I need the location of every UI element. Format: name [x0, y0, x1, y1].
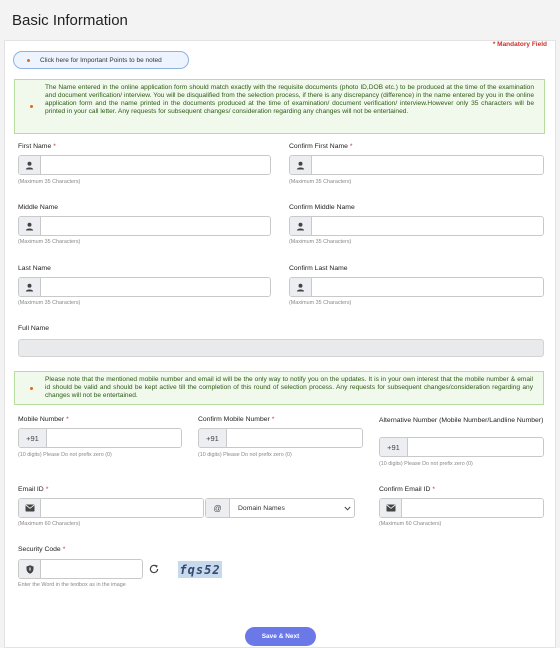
page-title: Basic Information — [12, 12, 128, 29]
first-name-hint: (Maximum 35 Characters) — [18, 179, 81, 185]
last-name-label: Last Name — [18, 265, 51, 272]
confirm-email-label: Confirm Email ID * — [379, 486, 436, 493]
last-name-hint: (Maximum 35 Characters) — [18, 300, 81, 306]
confirm-last-name-hint: (Maximum 35 Characters) — [289, 300, 352, 306]
security-code-input[interactable] — [41, 560, 142, 578]
confirm-middle-name-field[interactable] — [289, 216, 544, 236]
confirm-first-name-hint: (Maximum 35 Characters) — [289, 179, 352, 185]
last-name-field[interactable] — [18, 277, 271, 297]
middle-name-label: Middle Name — [18, 204, 59, 211]
security-code-label: Security Code * — [18, 546, 66, 553]
user-icon — [290, 156, 312, 174]
confirm-mobile-input[interactable] — [227, 429, 362, 447]
user-icon — [19, 156, 41, 174]
mobile-hint: (10 digits) Please Do not prefix zero (0) — [18, 452, 112, 458]
country-code-prefix: +91 — [199, 429, 227, 447]
bullet-icon — [30, 105, 33, 108]
security-code-hint: Enter the Word in the textbox as in the image — [18, 582, 126, 588]
mobile-field[interactable] — [18, 428, 182, 448]
confirm-last-name-input[interactable] — [312, 278, 543, 296]
user-icon — [19, 217, 41, 235]
last-name-input[interactable] — [41, 278, 270, 296]
first-name-field[interactable] — [18, 155, 271, 175]
email-hint: (Maximum 60 Characters) — [18, 521, 81, 527]
email-domain-value: Domain Names — [238, 504, 285, 512]
country-code-prefix: +91 — [19, 429, 47, 447]
alt-number-field[interactable] — [379, 437, 544, 457]
user-icon — [19, 278, 41, 296]
bullet-icon — [30, 387, 33, 390]
security-code-field[interactable] — [18, 559, 143, 579]
name-notice-text: The Name entered in the online application form should match exactly with the requisite documents (photo ID,DOB etc.) to be produced at the time of the examination and document verification/ interview. You will be disqualified from the selection process, if there is any discrepancy (difference) in the name entered by you in the online application form and the name printed in the documents produced at the time of examination/ document verification/ interview.However only 35 characters will be printed in your call letter. Any requests for subsequent changes/ consideration regarding any changes will not be entertained. — [45, 84, 534, 115]
name-notice — [14, 79, 545, 134]
first-name-input[interactable] — [41, 156, 270, 174]
email-field[interactable] — [18, 498, 204, 518]
contact-notice-text: Please note that the mentioned mobile number and email id will be the only way to notify you on the updates. It is in your own interest that the mobile number & email id should be valid and should be kept active till the completion of this round of selection process. Any requests for subsequent changes/consideration regarding any changes will not be entertained. — [45, 376, 533, 399]
full-name-label: Full Name — [18, 325, 49, 332]
at-sign: @ — [206, 499, 230, 517]
middle-name-input[interactable] — [41, 217, 270, 235]
user-icon — [290, 278, 312, 296]
refresh-icon[interactable] — [148, 563, 160, 575]
confirm-mobile-label: Confirm Mobile Number * — [198, 416, 275, 423]
first-name-label: First Name * — [18, 143, 56, 150]
shield-icon — [19, 560, 41, 578]
envelope-icon — [380, 499, 402, 517]
confirm-email-hint: (Maximum 60 Characters) — [379, 521, 442, 527]
envelope-icon — [19, 499, 41, 517]
email-label: Email ID * — [18, 486, 49, 493]
save-next-button[interactable]: Save & Next — [245, 627, 316, 646]
confirm-first-name-label: Confirm First Name * — [289, 143, 353, 150]
important-points-button[interactable] — [13, 51, 189, 69]
confirm-middle-name-input[interactable] — [312, 217, 543, 235]
middle-name-hint: (Maximum 35 Characters) — [18, 239, 81, 245]
chevron-down-icon — [340, 499, 354, 517]
mobile-input[interactable] — [47, 429, 181, 447]
important-points-label: Click here for Important Points to be noted — [40, 56, 162, 64]
mandatory-note: * Mandatory Field — [492, 41, 547, 48]
email-domain-select[interactable] — [205, 498, 355, 518]
email-input[interactable] — [41, 499, 203, 517]
confirm-email-field[interactable] — [379, 498, 544, 518]
captcha-image: fqs52 — [179, 562, 221, 577]
country-code-prefix: +91 — [380, 438, 408, 456]
alt-number-input[interactable] — [408, 438, 543, 456]
confirm-mobile-field[interactable] — [198, 428, 363, 448]
confirm-last-name-field[interactable] — [289, 277, 544, 297]
confirm-last-name-label: Confirm Last Name — [289, 265, 348, 272]
alt-number-label: Alternative Number (Mobile Number/Landline Number) — [379, 417, 544, 424]
confirm-email-input[interactable] — [402, 499, 543, 517]
confirm-middle-name-label: Confirm Middle Name — [289, 204, 355, 211]
full-name-display — [18, 339, 544, 357]
middle-name-field[interactable] — [18, 216, 271, 236]
mobile-label: Mobile Number * — [18, 416, 69, 423]
bullet-icon — [27, 59, 30, 62]
confirm-mobile-hint: (10 digits) Please Do not prefix zero (0) — [198, 452, 292, 458]
contact-notice — [14, 371, 544, 405]
alt-number-hint: (10 digits) Please Do not prefix zero (0) — [379, 461, 473, 467]
confirm-first-name-field[interactable] — [289, 155, 544, 175]
user-icon — [290, 217, 312, 235]
confirm-first-name-input[interactable] — [312, 156, 543, 174]
confirm-middle-name-hint: (Maximum 35 Characters) — [289, 239, 352, 245]
